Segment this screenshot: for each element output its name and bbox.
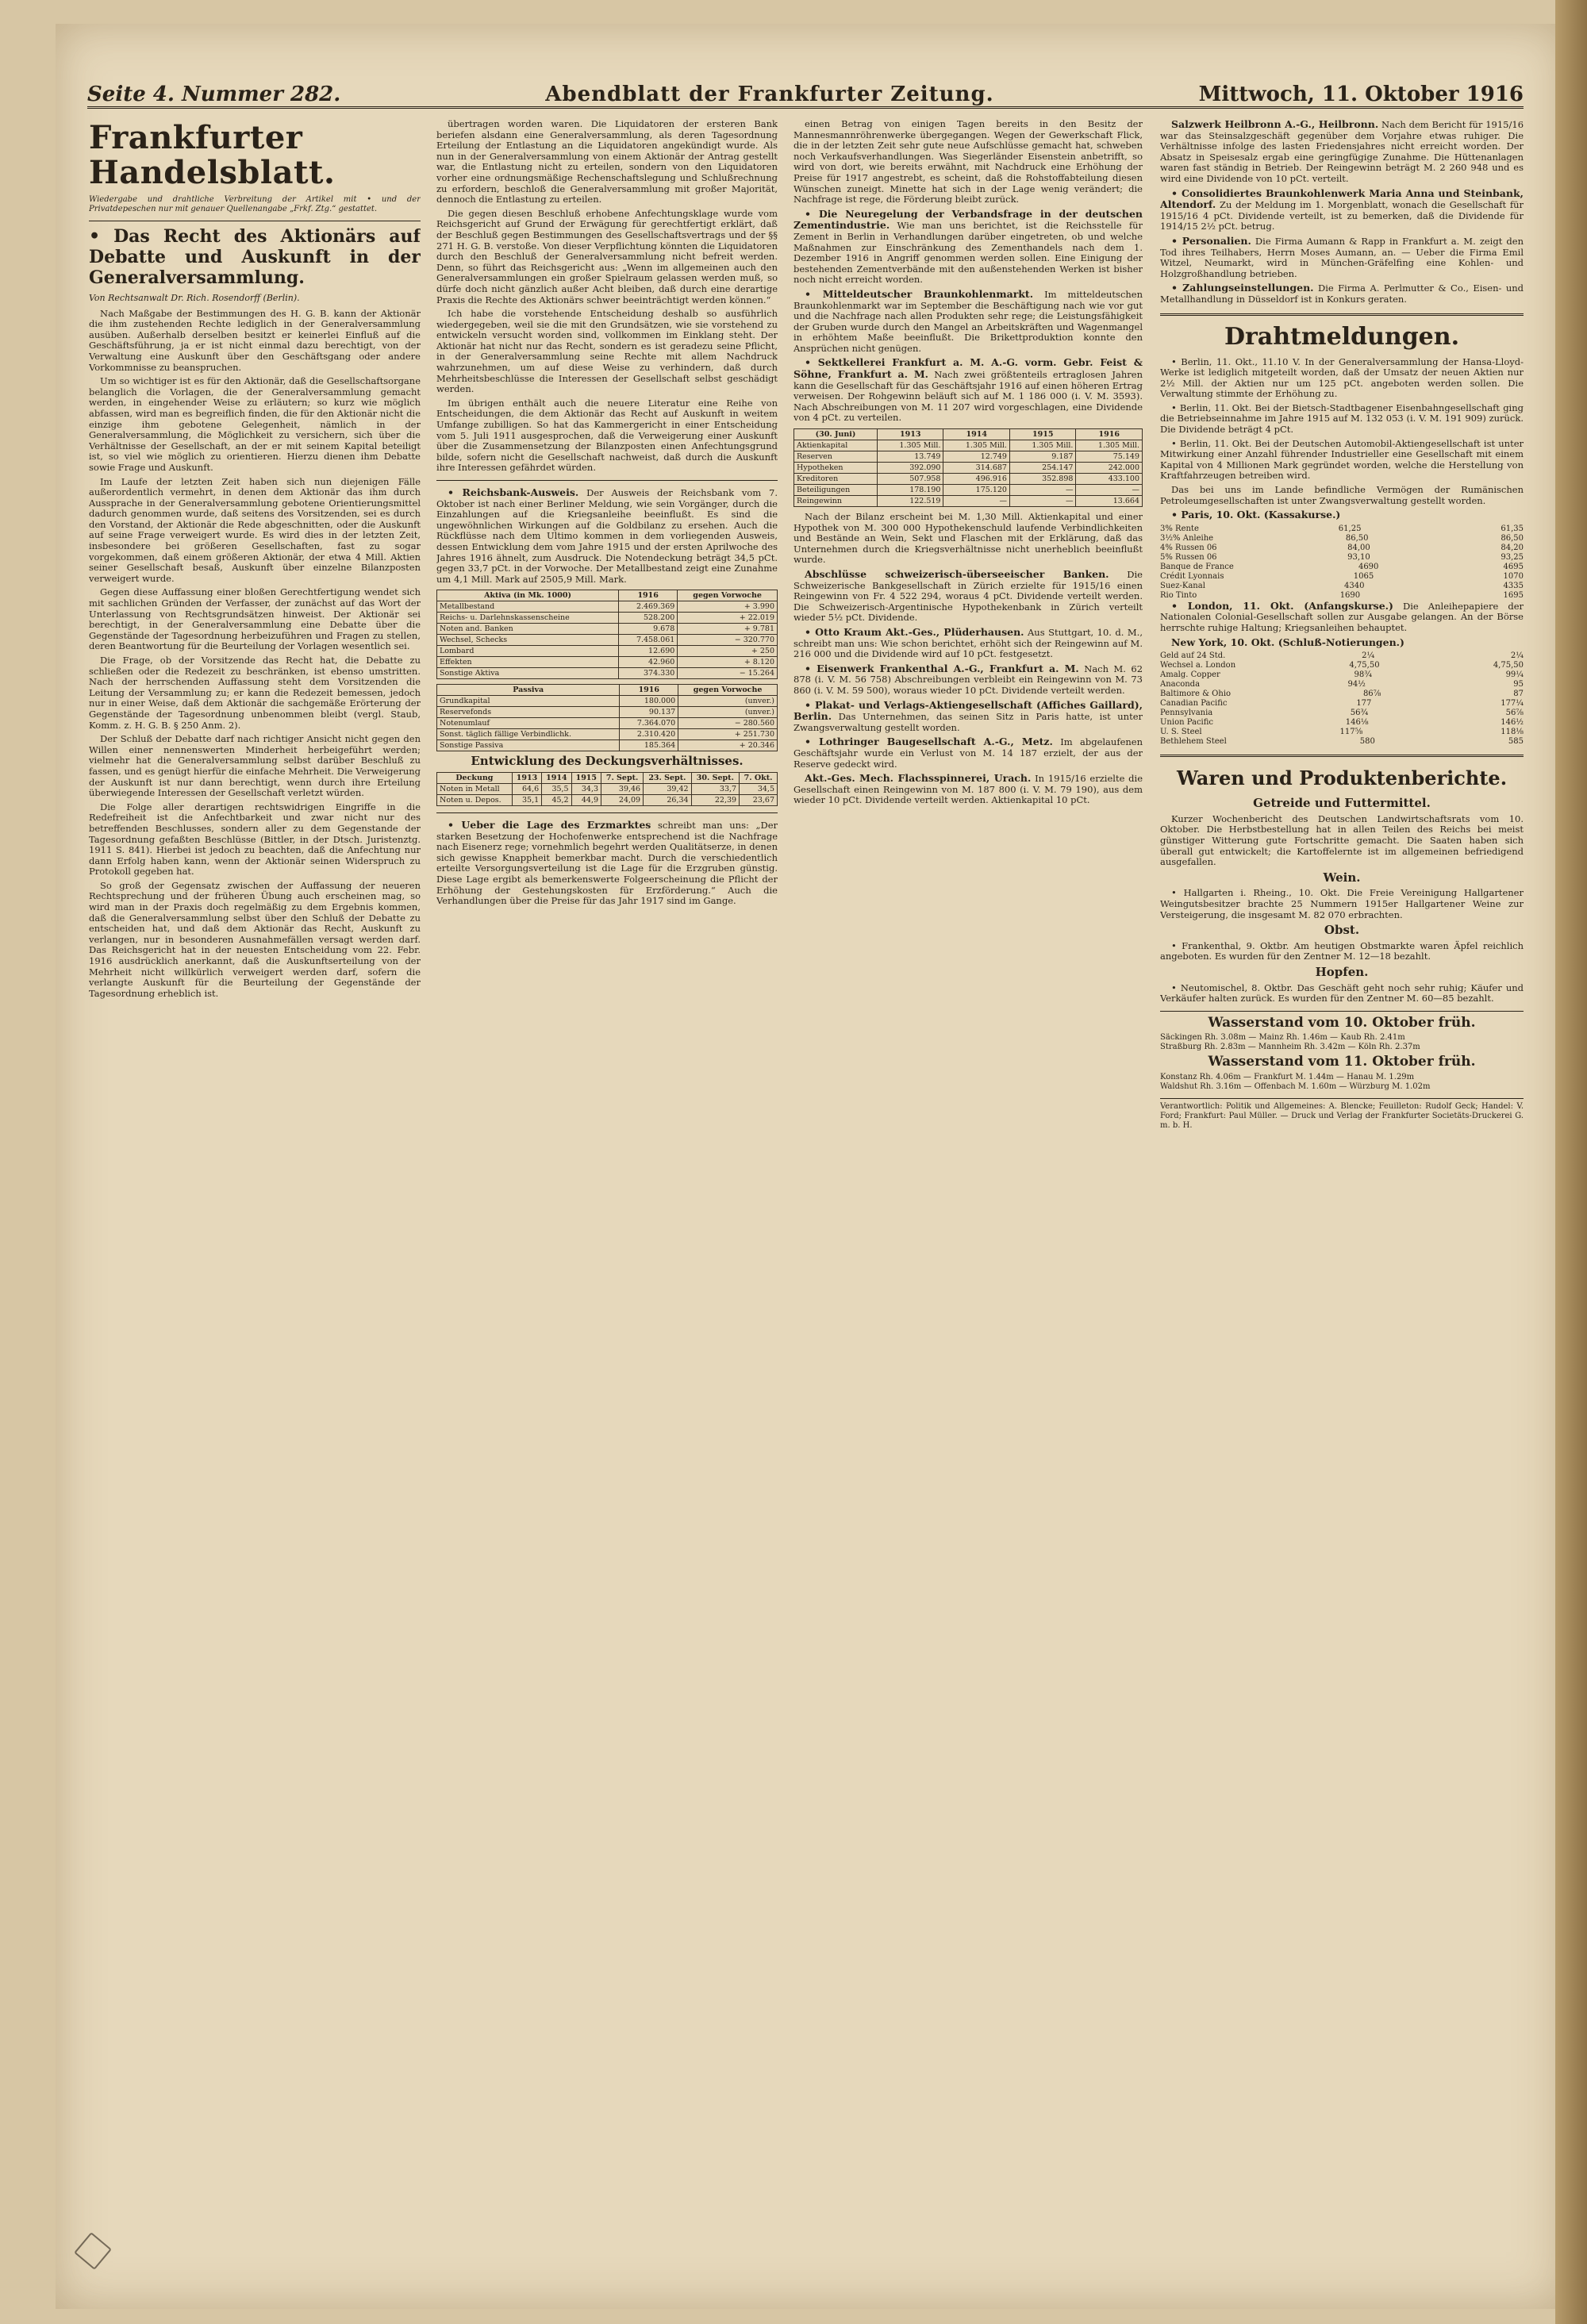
divider	[436, 812, 778, 813]
quote-cell: Banque de France	[1160, 562, 1234, 571]
news-item-title: • Consolidiertes Braunkohlenwerk Maria Anna und Steinbank, Altendorf.	[1160, 186, 1524, 211]
article-paragraph: Die Folge aller derartigen rechtswidrigen Eingriffe in die Redefreiheit ist die Anfechtbarkeit und zwar nicht nur des betreffenden Beschlusses, sondern aller zu dem Gegenstande der Tagesordnung gefaßten Beschlüsse (Bittler, in der Dtsch. Juristenztg. 1911 S. 841). Hierbei ist jedoch zu beachten, daß die Anfechtung nur dann Erfolg haben kann, wenn der Aktionär seinen Widerspruch zu Protokoll gegeben hat.	[89, 801, 421, 878]
quote-row	[1160, 534, 1524, 544]
table-cell: Notenumlauf	[437, 718, 620, 729]
quote-cell: 56⅞	[1505, 709, 1524, 718]
table-row	[437, 601, 778, 613]
quote-cell: 1695	[1503, 590, 1524, 600]
quote-cell: 4690	[1358, 562, 1379, 571]
quote-cell: 585	[1508, 737, 1524, 747]
news-item-title: • Lothringer Baugesellschaft A.-G., Metz.	[805, 736, 1053, 748]
table-cell: 496.916	[943, 474, 1009, 485]
table-cell: 178.190	[878, 485, 943, 496]
quote-cell: 3½% Anleihe	[1160, 533, 1214, 543]
news-item	[794, 663, 1143, 697]
table-cell: Metallbestand	[437, 601, 619, 613]
table-cell: 1.305 Mill.	[1009, 440, 1075, 451]
table-cell: Reingewinn	[794, 496, 878, 507]
table-cell: Sonstige Passiva	[437, 740, 620, 751]
table-header: 7. Okt.	[740, 772, 778, 783]
table-cell: 254.147	[1009, 463, 1075, 474]
news-item	[794, 736, 1143, 770]
news-item-text: Im mitteldeutschen Braunkohlenmarkt war im September die Beschäftigung nach wie vor gut und die Nachfrage nach allen Produkten sehr rege; die Leistungsfähigkeit der Gruben wurde durch den Mangel an Arbeitskräften und Wagenmangel in erhöhtem Maße beeinflußt. Die Brikettproduktion konnte den Ansprüchen nicht genügen.	[794, 288, 1143, 354]
table-cell: Wechsel, Schecks	[437, 635, 619, 646]
table-cell: Lombard	[437, 646, 619, 657]
table-cell: 314.687	[943, 463, 1009, 474]
newspaper-title: Abendblatt der Frankfurter Zeitung.	[545, 83, 994, 106]
quote-cell: 95	[1513, 680, 1524, 690]
table-cell: + 8.120	[678, 657, 778, 668]
table-cell: 12.749	[943, 451, 1009, 463]
news-item	[794, 289, 1143, 355]
wasserstand-title-2: Wasserstand vom 11. Oktober früh.	[1208, 1054, 1476, 1070]
table-cell: —	[1076, 485, 1143, 496]
news-item-title: • Otto Kraum Akt.-Ges., Plüderhausen.	[805, 625, 1024, 638]
table-cell: 242.000	[1076, 463, 1143, 474]
table-header: 1915	[1009, 429, 1075, 440]
hopfen-title: Hopfen.	[1315, 964, 1369, 979]
divider	[1160, 1011, 1524, 1012]
quote-cell: 1690	[1339, 590, 1361, 600]
table-header: 7. Sept.	[601, 772, 644, 783]
quote-cell: 86,50	[1345, 533, 1369, 543]
table-cell: Reichs- u. Darlehnskassenscheine	[437, 613, 619, 624]
wein-text: • Hallgarten i. Rheing., 10. Okt. Die Freie Vereinigung Hallgartener Weingutsbesitzer brachte 25 Nummern 1915er Hallgartener Weine zur Versteigerung, die insgesamt M. 82 070 erbrachten.	[1160, 887, 1524, 920]
table-row	[437, 707, 778, 718]
page-number: Seite 4. Nummer 282.	[87, 83, 341, 106]
article-byline: Von Rechtsanwalt Dr. Rich. Rosendorff (Berlin).	[89, 293, 300, 303]
wasserstand-row: Säckingen Rh. 3.08m — Mainz Rh. 1.46m — Kaub Rh. 2.41m	[1160, 1033, 1405, 1043]
news-item	[794, 569, 1143, 624]
erz-title: • Ueber die Lage des Erzmarktes	[448, 818, 651, 831]
news-item	[794, 209, 1143, 286]
table-header: 1916	[619, 590, 678, 601]
news-item-title: • Die Neuregelung der Verbandsfrage in der deutschen Zementindustrie.	[794, 207, 1143, 232]
london-title: • London, 11. Okt. (Anfangskurse.)	[1171, 599, 1393, 612]
article-paragraph: Ich habe die vorstehende Entscheidung deshalb so ausführlich wiedergegeben, weil sie die mit den Grundsätzen, wie sie vorstehend zu entwickeln versucht worden sind, vollkommen im Einklang steht. Der Aktionär hat nicht nur das Recht, sondern es ist geradezu seine Pflicht, in der Generalversammlung seine Rechte mit allem Nachdruck wahrzunehmen, um auf diese Weise zu verhindern, daß durch Mehrheitsbeschlüsse die Interessen der Gesellschaft selbst geschädigt werden.	[436, 308, 778, 395]
table-cell: 352.898	[1009, 474, 1075, 485]
table-cell: (unver.)	[678, 707, 778, 718]
quote-cell: 4,75,50	[1493, 661, 1524, 670]
reichsbank-aktiva-table	[436, 590, 778, 679]
table-cell: 24,09	[601, 794, 644, 805]
quote-cell: 99¼	[1505, 670, 1524, 680]
article-paragraph: Im Laufe der letzten Zeit haben sich nun diejenigen Fälle außerordentlich vermehrt, in denen dem Aktionär das ihm durch Aussprache in der Generalversammlung gebotene Orientierungsmittel dadurch genommen wurde, daß seitens des Vorsitzenden, sei es durch den Vorstand, der Aktionär die Rede abgeschnitten, oder die Auskunft auf seine Frage verweigert wurde. Es wird dies in der letzten Zeit, insbesondere bei größeren Gesellschaften, fast zu sogar vorgekommen, daß einem größeren Aktionär, der etwa 4 Mill. Aktien seiner Gesellschaft besaß, Auskunft über einzelne Bilanzposten verweigert wurde.	[89, 475, 421, 584]
table-row	[437, 668, 778, 679]
table-cell: 23,67	[740, 794, 778, 805]
table-header: 30. Sept.	[691, 772, 739, 783]
article-paragraph: Der Schluß der Debatte darf nach richtiger Ansicht nicht gegen den Willen einer nennenswerten Minderheit herbeigeführt werden; vielmehr hat die Generalversammlung selbst darüber Beschluß zu fassen, und es genügt hierfür die einfache Mehrheit. Die Verweigerung der Auskunft ist nur dann berechtigt, wenn durch ihre Erteilung überwiegende Interessen der Gesellschaft verletzt würden.	[89, 733, 421, 799]
table-cell: 528.200	[619, 613, 678, 624]
table-cell: − 15.264	[678, 668, 778, 679]
quote-cell: 87	[1513, 690, 1524, 699]
news-item	[794, 627, 1143, 660]
reichsbank-passiva-table	[436, 684, 778, 751]
hopfen-text: • Neutomischel, 8. Oktbr. Das Geschäft geht noch sehr ruhig; Käufer und Verkäufer halten zurück. Es wurden für den Zentner M. 60—85 bezahlt.	[1160, 981, 1524, 1005]
quote-cell: 98¾	[1354, 670, 1372, 680]
table-cell: 2.469.369	[619, 601, 678, 613]
quote-cell: 118⅛	[1501, 728, 1524, 737]
quote-row	[1160, 661, 1524, 670]
quote-row	[1160, 524, 1524, 534]
table-cell: Sonstige Aktiva	[437, 668, 619, 679]
table-cell: 34,3	[571, 783, 601, 794]
table-cell: 374.330	[619, 668, 678, 679]
table-cell: + 250	[678, 646, 778, 657]
table-cell: Effekten	[437, 657, 619, 668]
news-item	[1160, 188, 1524, 232]
quote-row	[1160, 651, 1524, 661]
news-item-text: Aus Stuttgart, 10. d. M., schreibt man uns: Wie schon berichtet, erhöht sich der Reingewinn auf M. 216 000 und die Dividende wird auf 10 pCt. festgesetzt.	[794, 626, 1143, 660]
masthead	[87, 79, 1524, 109]
news-item	[794, 357, 1143, 424]
table-cell: 392.090	[878, 463, 943, 474]
table-cell: 13.664	[1076, 496, 1143, 507]
column-4	[1160, 119, 1524, 2198]
column-1	[89, 119, 421, 2198]
table-cell: 44,9	[571, 794, 601, 805]
quote-cell: 580	[1359, 737, 1375, 747]
table-cell: —	[1009, 496, 1075, 507]
table-cell: Hypotheken	[794, 463, 878, 474]
news-item	[1160, 282, 1524, 305]
quote-cell: Canadian Pacific	[1160, 699, 1228, 709]
news-item-text: Die Firma Aumann & Rapp in Frankfurt a. M. zeigt den Tod ihres Teilhabers, Herrn Moses Aumann, an. — Ueber die Firma Emil Witzel, Neumarkt, wird in München-Gräfelfing eine Kohlen- und Holzgroßhandlung betrieben.	[1160, 235, 1524, 279]
table-row	[437, 783, 778, 794]
news-item-text: Die Schweizerische Bankgesellschaft in Zürich erzielte für 1915/16 einen Reingewinn von Fr. 4 522 294, woraus 4 pCt. Dividende verteilt werden. Die Schweizerisch-Argentinische Hypothekenbank in Zürich verteilt wieder 5½ pCt. Dividende.	[794, 569, 1143, 624]
waren-title: Waren und Produktenberichte.	[1176, 766, 1508, 790]
table-cell: 507.958	[878, 474, 943, 485]
table-header: 1916	[1076, 429, 1143, 440]
quote-cell: 117⅝	[1339, 728, 1363, 737]
table-cell: 22,39	[691, 794, 739, 805]
quote-row	[1160, 544, 1524, 553]
article-title: • Das Recht des Aktionärs auf Debatte und Auskunft in der Generalversammlung.	[89, 221, 421, 288]
quote-row	[1160, 582, 1524, 591]
table-row	[794, 485, 1143, 496]
quote-cell: 4335	[1503, 581, 1524, 590]
table-row	[437, 794, 778, 805]
quote-cell: 86⅞	[1362, 690, 1381, 699]
table-header: gegen Vorwoche	[678, 590, 778, 601]
table-cell: + 20.346	[678, 740, 778, 751]
quote-cell: Suez-Kanal	[1160, 581, 1205, 590]
divider	[1160, 755, 1524, 757]
drahtmeldung: • Berlin, 11. Okt. Bei der Bietsch-Stadtbagener Eisenbahngesellschaft ging die Betriebseinnahme im Jahre 1915 auf M. 132 053 (i. V. M. 191 909) zurück. Die Dividende beträgt 4 pCt.	[1160, 401, 1524, 436]
quote-cell: Rio Tinto	[1160, 590, 1197, 600]
impressum: Verantwortlich: Politik und Allgemeines: A. Blencke; Feuilleton: Rudolf Geck; Handel: V. Ford; Frankfurt: Paul Müller. — Druck und Verlag der Frankfurter Societäts-Druckerei G. m. b. H.	[1160, 1098, 1524, 1131]
table-cell: − 320.770	[678, 635, 778, 646]
quote-row	[1160, 737, 1524, 747]
table-cell: 180.000	[620, 696, 678, 707]
article-paragraph: Die gegen diesen Beschluß erhobene Anfechtungsklage wurde vom Reichsgericht auf Grund der Erwägung für gerechtfertigt erklärt, daß der Beschluß gegen Bestimmungen des Gesellschaftsvertrags und der §§ 271 H. G. B. verstoße. Von dieser Verpflichtung könnten die Liquidatoren durch den Beschluß der Generalversammlung nicht befreit werden. Denn, so führt das Reichsgericht aus: „Wenn im allgemeinen auch den Generalversammlungen ein großer Spielraum gelassen werden muß, so dürfe doch nicht gänzlich außer Acht bleiben, daß durch eine derartige Praxis die Rechte des Aktionärs schwer beeinträchtigt werden können.“	[436, 207, 778, 305]
news-item	[794, 773, 1143, 806]
quote-cell: 56¾	[1350, 709, 1369, 718]
quote-cell: 177	[1356, 699, 1372, 709]
table-cell: 9.187	[1009, 451, 1075, 463]
deckung-table	[436, 772, 778, 806]
table-cell: —	[943, 496, 1009, 507]
table-cell: 39,46	[601, 783, 644, 794]
table-header: 1914	[542, 772, 571, 783]
table-cell: 35,1	[512, 794, 541, 805]
quote-cell: 177¼	[1501, 699, 1524, 709]
sektkellerei-bilanz-table	[794, 428, 1143, 507]
table-header: 1913	[512, 772, 541, 783]
table-cell: 39,42	[644, 783, 691, 794]
quote-row	[1160, 670, 1524, 680]
quote-cell: Wechsel a. London	[1160, 661, 1236, 670]
column-2	[436, 119, 778, 2198]
drahtmeldungen-title: Drahtmeldungen.	[1224, 322, 1460, 351]
table-cell: 1.305 Mill.	[943, 440, 1009, 451]
divider	[436, 480, 778, 481]
obst-title: Obst.	[1324, 923, 1360, 938]
deckung-title: Entwicklung des Deckungsverhältnisses.	[471, 754, 744, 769]
article-paragraph: übertragen worden waren. Die Liquidatoren der ersteren Bank beriefen alsdann eine Generalversammlung, als deren Tagesordnung Erteilung der Entlastung an die Liquidatoren angekündigt wurde. Als nun in der Generalversammlung von einem Aktionär der Antrag gestellt war, die Entlastung nicht zu erteilen, sondern von den Liquidatoren vorher eine ordnungsmäßige Rechenschaftslegung und Schlußrechnung zu erfordern, beschloß die Generalversammlung mit großer Majorität, dennoch die Entlastung zu erteilen.	[436, 119, 778, 206]
quote-cell: 61,35	[1501, 524, 1524, 533]
table-cell: 433.100	[1076, 474, 1143, 485]
paris-title: • Paris, 10. Okt. (Kassakurse.)	[1171, 509, 1341, 521]
news-item-text: Die Firma A. Perlmutter & Co., Eisen- und Metallhandlung in Düsseldorf ist in Konkurs geraten.	[1160, 282, 1524, 305]
table-row	[437, 624, 778, 635]
quote-row	[1160, 553, 1524, 563]
reichsbank-text: Der Ausweis der Reichsbank vom 7. Oktober ist nach einer Berliner Meldung, wie sein Vorgänger, durch die Einzahlungen auf die Kriegsanleihe beeinflußt. Es sind die ungewöhnlichen Wirkungen auf die Goldbilanz zu ersehen. Auch die Rückflüsse nach dem Ultimo kommen in dem vorliegenden Ausweis, dessen Entwicklung dem vom Jahre 1915 und der ersten Aprilwoche des Jahres 1916 ähnelt, zum Ausdruck. Die Notendeckung beträgt 34,5 pCt. gegen 33,7 pCt. in der Vorwoche. Der Metallbestand zeigt eine Zunahme um 4,1 Mill. Mark auf 2505,9 Mill. Mark.	[436, 487, 778, 585]
table-header: Aktiva (in Mk. 1000)	[437, 590, 619, 601]
table-row	[437, 718, 778, 729]
table-header: (30. Juni)	[794, 429, 878, 440]
quote-row	[1160, 680, 1524, 690]
table-row	[437, 613, 778, 624]
table-header: 23. Sept.	[644, 772, 691, 783]
newyork-title: New York, 10. Okt. (Schluß-Notierungen.)	[1171, 636, 1404, 648]
news-item-title: Akt.-Ges. Mech. Flachsspinnerei, Urach.	[805, 772, 1032, 785]
quote-cell: Bethlehem Steel	[1160, 737, 1227, 747]
drahtmeldung: Das bei uns im Lande befindliche Vermögen der Rumänischen Petroleumgesellschaften ist unter Zwangsverwaltung gestellt worden.	[1160, 484, 1524, 506]
quote-cell: 4340	[1343, 581, 1365, 590]
news-item	[1160, 236, 1524, 279]
quote-cell: 84,00	[1347, 543, 1370, 552]
table-cell: 42.960	[619, 657, 678, 668]
news-item-text: Nach dem Bericht für 1915/16 war das Steinsalzgeschäft gegenüber dem Vorjahre etwas ruhiger. Die Verhältnisse infolge des lasten Friedensjahres nicht erreicht worden. Der Absatz in Speisesalz ergab eine geringfügige Zunahme. Die Hüttenanlagen waren fast ständig in Betrieb. Der Reingewinn beträgt M. 2 260 948 und es wird eine Dividende von 10 pCt. verteilt.	[1160, 119, 1524, 184]
table-header: 1913	[878, 429, 943, 440]
table-cell: 33,7	[691, 783, 739, 794]
reprint-notice: Wiedergabe und drahtliche Verbreitung der Artikel mit • und der Privatdepeschen nur mit genauer Quellenangabe „Frkf. Ztg.“ gestattet.	[89, 195, 421, 213]
table-header: 1915	[571, 772, 601, 783]
table-cell: 7.458.061	[619, 635, 678, 646]
table-cell: Sonst. täglich fällige Verbindlichk.	[437, 729, 620, 740]
table-row	[794, 463, 1143, 474]
table-header: Passiva	[437, 685, 620, 696]
quote-cell: 94½	[1347, 680, 1366, 690]
table-row	[794, 440, 1143, 451]
quote-cell: 1065	[1353, 571, 1374, 581]
table-cell: (unver.)	[678, 696, 778, 707]
article-paragraph: Nach der Bilanz erscheint bei M. 1,30 Mill. Aktienkapital und einer Hypothek von M. 300 000 Hypothekenschuld laufende Verbindlichkeiten und Bestände an Wein, Sekt und Flaschen mit der Erklärung, daß das Unternehmen durch die Kriegsverhältnisse nicht unerheblich beeinflußt wurde.	[794, 511, 1143, 566]
quote-cell: 1070	[1503, 571, 1524, 581]
quote-row	[1160, 572, 1524, 582]
quote-cell: Pennsylvania	[1160, 709, 1213, 718]
table-cell: + 22.019	[678, 613, 778, 624]
quote-cell: U. S. Steel	[1160, 728, 1202, 737]
table-cell: 1.305 Mill.	[878, 440, 943, 451]
table-row	[437, 635, 778, 646]
article-paragraph: einen Betrag von einigen Tagen bereits in den Besitz der Mannesmannröhrenwerke übergegangen. Wegen der Gewerkschaft Flick, die in der letzten Zeit sehr gute neue Aufschlüsse gemacht hat, schweben noch Verkaufsverhandlungen. Was Siegerländer Eisenstein anbetrifft, so wird von dort, wie bereits erwähnt, mit Nachdruck eine Erhöhung der Preise für 1917 angestrebt, es scheint, daß die Rohstoffabteilung diesen Wünschen zuneigt. Minette hat sich in der Lage wenig verändert; die Nachfrage ist rege, die Förderung bleibt zurück.	[794, 119, 1143, 206]
table-cell: Reserven	[794, 451, 878, 463]
table-cell: 34,5	[740, 783, 778, 794]
table-cell: Noten and. Banken	[437, 624, 619, 635]
wasserstand-title-1: Wasserstand vom 10. Oktober früh.	[1208, 1014, 1476, 1031]
quote-cell: Crédit Lyonnais	[1160, 571, 1224, 581]
table-header: 1916	[620, 685, 678, 696]
news-item-text: Zu der Meldung im 1. Morgenblatt, wonach die Gesellschaft für 1915/16 4 pCt. Dividende verteilt, ist zu bemerken, daß die Dividende für 1914/15 2½ pCt. betrug.	[1160, 199, 1524, 232]
news-item-text: Das Unternehmen, das seinen Sitz in Paris hatte, ist unter Zwangsverwaltung gestellt worden.	[794, 711, 1143, 733]
quote-cell: 4695	[1503, 562, 1524, 571]
waren-text: Kurzer Wochenbericht des Deutschen Landwirtschaftsrats vom 10. Oktober. Die Herbstbestellung hat in allen Teilen des Reichs bei meist günstiger Witterung gute Fortschritte gemacht. Die Saaten haben sich überall gut entwickelt; die Kartoffelernte ist im allgemeinen befriedigend ausgefallen.	[1160, 812, 1524, 868]
quote-cell: Union Pacific	[1160, 718, 1214, 728]
news-item	[1160, 119, 1524, 185]
table-cell: 12.690	[619, 646, 678, 657]
table-cell: Noten in Metall	[437, 783, 513, 794]
quote-cell: 4,75,50	[1349, 661, 1380, 670]
table-header: gegen Vorwoche	[678, 685, 778, 696]
table-cell: − 280.560	[678, 718, 778, 729]
news-item	[794, 700, 1143, 734]
news-item-text: Nach zwei größtenteils ertraglosen Jahren kann die Gesellschaft für das Geschäftsjahr 1916 auf einen höheren Ertrag verweisen. Der Rohgewinn beläuft sich auf M. 1 186 000 (i. V. M. 3593). Nach Abschreibungen von M. 11 207 wird vorgeschlagen, eine Dividende von 4 pCt. zu verteilen.	[794, 369, 1143, 424]
table-cell: 2.310.420	[620, 729, 678, 740]
article-paragraph: Um so wichtiger ist es für den Aktionär, daß die Gesellschaftsorgane belanglich die Vorlagen, die der Generalversammlung gemacht werden, in eingehender Weise zu erläutern; so kurz wie möglich abfassen, wird man es begreiflich finden, die für den Aktionär nicht die einzige ihm gebotene Gelegenheit, nämlich in der Generalversammlung, die Möglichkeit zu versichern, sich über die Verhältnisse der Gesellschaft, an der er mit seinem Kapital beteiligt ist, so viel wie möglich zu orientieren. Hierzu dienen ihm Debatte sowie Frage und Auskunft.	[89, 375, 421, 473]
quote-row	[1160, 563, 1524, 572]
news-item-title: • Mitteldeutscher Braunkohlenmarkt.	[805, 287, 1034, 300]
article-paragraph: So groß der Gegensatz zwischen der Auffassung der neueren Rechtsprechung und der früheren Übung auch erscheinen mag, so wird man in der Praxis doch regelmäßig zu dem Ergebnis kommen, daß die Generalversammlung selbst über den Schluß der Debatte zu entscheiden hat, und daß dem Aktionär das Recht, Auskunft zu verlangen, nur in besonderen Ausnahmefällen versagt werden darf. Das Reichsgericht hat in der neuesten Entscheidung vom 22. Febr. 1916 ausdrücklich anerkannt, daß die Auskunftserteilung von der Mehrheit nicht willkürlich verweigert werden darf, sofern die verlangte Auskunft für die Beurteilung der Gegenstände der Tagesordnung erheblich ist.	[89, 879, 421, 999]
table-cell: + 9.781	[678, 624, 778, 635]
table-row	[794, 496, 1143, 507]
table-row	[794, 474, 1143, 485]
news-item-title: Abschlüsse schweizerisch-überseeischer Banken.	[805, 568, 1109, 580]
quote-row	[1160, 709, 1524, 718]
table-cell: Grundkapital	[437, 696, 620, 707]
issue-date: Mittwoch, 11. Oktober 1916	[1198, 83, 1524, 106]
table-cell: 175.120	[943, 485, 1009, 496]
quote-cell: 3% Rente	[1160, 524, 1199, 533]
article-paragraph: Die Frage, ob der Vorsitzende das Recht hat, die Debatte zu schließen oder die Redezeit zu beschränken, ist ebenso umstritten. Nach der herrschenden Auffassung steht dem Vorsitzenden die Leitung der Versammlung zu; er kann die Redezeit bemessen, jedoch nur in einer Weise, daß dem Aktionär die sachgemäße Erörterung der Gegenstände der Tagesordnung unbenommen bleibt (vergl. Staub, Komm. z. H. G. B. § 250 Anm. 2).	[89, 655, 421, 731]
quote-cell: Baltimore & Ohio	[1160, 690, 1232, 699]
table-cell: Aktienkapital	[794, 440, 878, 451]
news-item-title: • Plakat- und Verlags-Aktiengesellschaft (Affiches Gaillard), Berlin.	[794, 698, 1143, 723]
table-row	[437, 729, 778, 740]
article-paragraph: Nach Maßgabe der Bestimmungen des H. G. B. kann der Aktionär die ihm zustehenden Rechte lediglich in der Generalversammlung ausüben. Außerhalb derselben besitzt er keinerlei Einfluß auf die Geschäftsführung, ja er ist nicht einmal dazu berechtigt, von der Verwaltung eine Auskunft über den Geschäftsgang oder andere Vorkommnisse zu beanspruchen.	[89, 307, 421, 373]
quote-cell: 84,20	[1501, 543, 1524, 552]
table-row	[437, 696, 778, 707]
table-cell: 185.364	[620, 740, 678, 751]
table-cell: 1.305 Mill.	[1076, 440, 1143, 451]
quote-cell: 146⅛	[1345, 718, 1369, 728]
table-cell: 122.519	[878, 496, 943, 507]
table-cell: 35,5	[542, 783, 571, 794]
quote-cell: 93,10	[1347, 552, 1370, 562]
table-cell: 90.137	[620, 707, 678, 718]
table-cell: —	[1009, 485, 1075, 496]
wasserstand-row: Waldshut Rh. 3.16m — Offenbach M. 1.60m — Würzburg M. 1.02m	[1160, 1081, 1431, 1091]
table-cell: 45,2	[542, 794, 571, 805]
quote-cell: 2¼	[1362, 651, 1375, 661]
quote-cell: 4% Russen 06	[1160, 543, 1217, 552]
news-item-title: • Eisenwerk Frankenthal A.-G., Frankfurt a. M.	[805, 662, 1079, 674]
table-header: 1914	[943, 429, 1009, 440]
quote-cell: 146½	[1501, 718, 1524, 728]
quote-row	[1160, 718, 1524, 728]
column-3	[794, 119, 1143, 2198]
drahtmeldung: • Berlin, 11. Okt. Bei der Deutschen Automobil-Aktiengesellschaft ist unter Mitwirkung einer Anzahl führender Industrieller eine Gesellschaft mit einem Kapital von 4 Millionen Mark gegründet worden, welche die Herstellung von Kraftfahrzeugen betreiben wird.	[1160, 437, 1524, 482]
wasserstand-row: Straßburg Rh. 2.83m — Mannheim Rh. 3.42m — Köln Rh. 2.37m	[1160, 1043, 1420, 1052]
article-paragraph: Im übrigen enthält auch die neuere Literatur eine Reihe von Entscheidungen, die dem Aktionär das Recht auf Auskunft in weitem Umfange zubilligen. So hat das Kammergericht in einer Entscheidung vom 5. Juli 1911 ausgesprochen, daß die Verweigerung einer Auskunft über die Zusammensetzung der Bilanzposten einen Anfechtungsgrund bilde, sofern nicht die Gesellschaft nachweist, daß durch die Auskunft ihre Interessen gefährdet würden.	[436, 397, 778, 474]
quote-cell: 61,25	[1338, 524, 1362, 533]
table-cell: 64,6	[512, 783, 541, 794]
quote-cell: Geld auf 24 Std.	[1160, 651, 1226, 661]
news-item-title: • Sektkellerei Frankfurt a. M. A.-G. vorm. Gebr. Feist & Söhne, Frankfurt a. M.	[794, 356, 1143, 381]
london-text: Die Anleihepapiere der Nationalen Colonial-Gesellschaft sollen zur Ausgabe gelangen. An der Börse herrschte ruhige Haltung; Kriegsanleihen behauptet.	[1160, 600, 1524, 633]
article-paragraph: Gegen diese Auffassung einer bloßen Gerechtfertigung wendet sich mit sachlichen Gründen der Verfasser, der zunächst auf das Wort der Unterlassung von Rechtsgrundsätzen hinweist. Der Aktionär sei berechtigt, in der Generalversammlung eine Debatte über die Gegenstände der Tagesordnung herbeizuführen und Fragen zu stellen, deren Beantwortung für die Beurteilung der Vorlagen wesentlich sei.	[89, 586, 421, 652]
quote-cell: 2¼	[1510, 651, 1524, 661]
table-cell: Noten u. Depos.	[437, 794, 513, 805]
news-item-title: Salzwerk Heilbronn A.-G., Heilbronn.	[1171, 119, 1379, 130]
news-item-text: Nach M. 62 878 (i. V. M. 56 758) Abschreibungen verbleibt ein Reingewinn von M. 73 860 (i. V. M. 59 500), woraus wieder 10 pCt. Dividende verteilt werden.	[794, 663, 1143, 696]
waren-subtitle: Getreide und Futtermittel.	[1253, 796, 1431, 811]
table-cell: Kreditoren	[794, 474, 878, 485]
quote-cell: 86,50	[1501, 533, 1524, 543]
table-cell: 26,34	[644, 794, 691, 805]
table-cell: + 3.990	[678, 601, 778, 613]
table-cell: + 251.730	[678, 729, 778, 740]
table-cell: 7.364.070	[620, 718, 678, 729]
table-cell: 9.678	[619, 624, 678, 635]
section-title: Frankfurter Handelsblatt.	[89, 119, 336, 191]
news-item-text: Im abgelaufenen Geschäftsjahr wurde ein Verlust von M. 14 187 erzielt, der aus der Reserve gedeckt wird.	[794, 736, 1143, 770]
wein-title: Wein.	[1323, 870, 1361, 885]
quote-row	[1160, 728, 1524, 737]
table-cell: 75.149	[1076, 451, 1143, 463]
wasserstand-row: Konstanz Rh. 4.06m — Frankfurt M. 1.44m — Hanau M. 1.29m	[1160, 1072, 1415, 1081]
quote-cell: 93,25	[1501, 552, 1524, 562]
quote-cell: 5% Russen 06	[1160, 552, 1217, 562]
quote-row	[1160, 690, 1524, 699]
news-item-title: • Zahlungseinstellungen.	[1171, 282, 1314, 294]
obst-text: • Frankenthal, 9. Oktbr. Am heutigen Obstmarkte waren Äpfel reichlich angeboten. Es wurden für den Zentner M. 12—18 bezahlt.	[1160, 939, 1524, 962]
quote-cell: Anaconda	[1160, 680, 1201, 690]
news-item-title: • Personalien.	[1171, 234, 1251, 247]
erz-text: schreibt man uns: „Der starken Besetzung der Hochofenwerke entsprechend ist die Nachfrage nach Eisenerz rege; vornehmlich begehrt werden Qualitätserze, in denen sich gewisse Knappheit bemerkbar macht. Durch die verschiedentlich erteilte Versorgungsverteilung ist die Lage für die Erzgruben günstig. Diese Lage ergibt als bemerkenswerte Folgeerscheinung die Pflicht der Erhöhung der Gestehungskosten für Erzförderung.“ Auch die Verhandlungen über die Preise für das Jahr 1917 sind im Gange.	[436, 819, 778, 907]
table-row	[437, 740, 778, 751]
drahtmeldung: • Berlin, 11. Okt., 11.10 V. In der Generalversammlung der Hansa-Lloyd-Werke ist lediglich mitgeteilt worden, daß der Umsatz der neuen Aktien nur 2½ Mill. der Aktien nur um 125 pCt. angeboten werden sollen. Die Verwaltung stimmte der Erhöhung zu.	[1160, 355, 1524, 400]
table-cell: 13.749	[878, 451, 943, 463]
table-row	[794, 451, 1143, 463]
adjacent-page-edge	[1555, 0, 1587, 2324]
table-header: Deckung	[437, 772, 513, 783]
news-item-text: In 1915/16 erzielte die Gesellschaft einen Reingewinn von M. 187 800 (i. V. M. 79 190), aus dem wieder 10 pCt. Dividende verteilt werden. Aktienkapital 10 pCt.	[794, 773, 1143, 806]
quote-row	[1160, 699, 1524, 709]
reichsbank-title: • Reichsbank-Ausweis.	[448, 486, 579, 498]
table-cell: Reservefonds	[437, 707, 620, 718]
divider	[1160, 313, 1524, 316]
table-cell: Beteiligungen	[794, 485, 878, 496]
table-row	[437, 646, 778, 657]
quote-cell: Amalg. Copper	[1160, 670, 1220, 680]
table-row	[437, 657, 778, 668]
news-item-text: Wie man uns berichtet, ist die Reichsstelle für Zement in Berlin in Verhandlungen darüber eingetreten, ob und welche Maßnahmen zur Einschränkung des Zementhandels nach dem 1. Dezember 1916 in Angriff genommen werden sollen. Eine Einigung der bestehenden Zementverbände mit den außenstehenden Werken ist bisher noch nicht erreicht worden.	[794, 220, 1143, 286]
